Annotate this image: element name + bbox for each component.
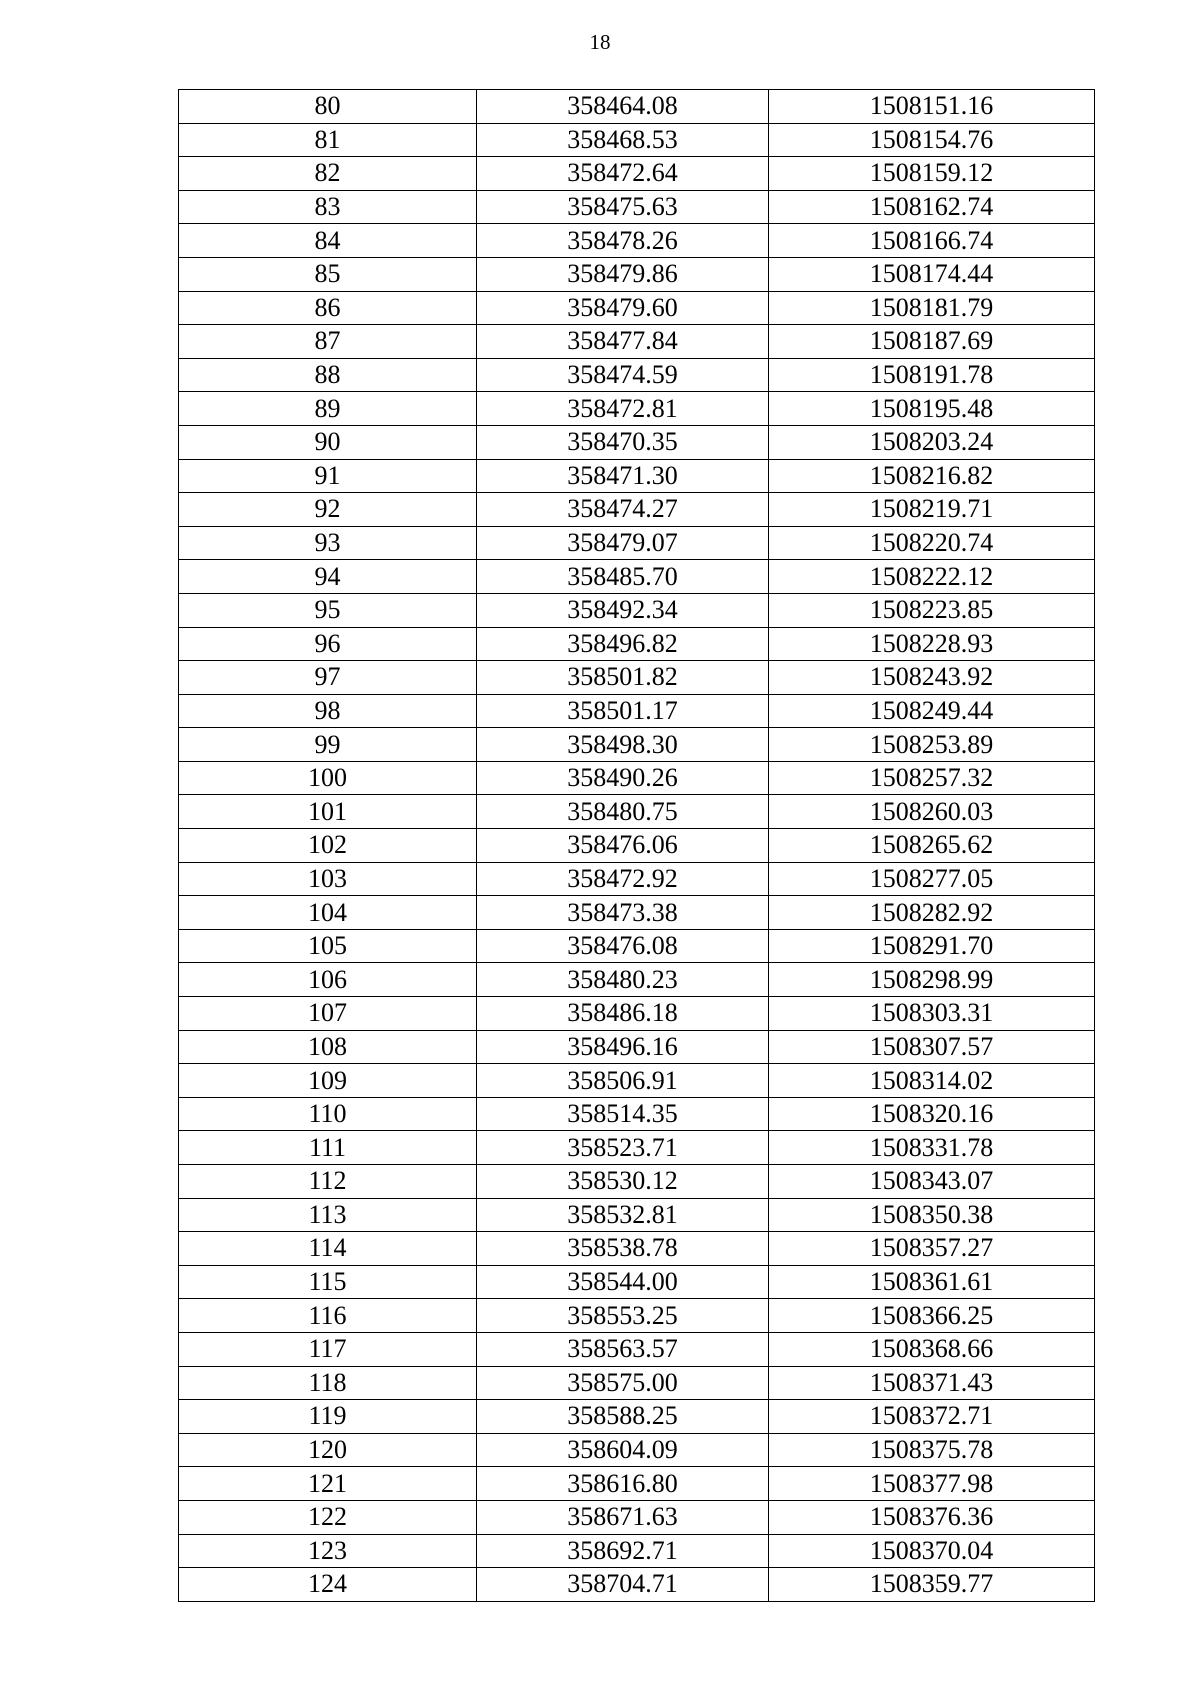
y-coordinate-cell: 1508298.99 [769,963,1095,997]
point-number-cell: 116 [179,1299,477,1333]
x-coordinate-cell: 358477.84 [477,325,769,359]
x-coordinate-cell: 358501.82 [477,661,769,695]
y-coordinate-cell: 1508277.05 [769,862,1095,896]
table-row [179,1332,1095,1366]
y-coordinate-cell: 1508307.57 [769,1030,1095,1064]
x-coordinate-cell: 358692.71 [477,1534,769,1568]
point-number-cell: 88 [179,358,477,392]
table-row [179,728,1095,762]
point-number-cell: 95 [179,593,477,627]
y-coordinate-cell: 1508243.92 [769,661,1095,695]
table-row [179,257,1095,291]
x-coordinate-cell: 358470.35 [477,425,769,459]
x-coordinate-cell: 358553.25 [477,1299,769,1333]
y-coordinate-cell: 1508265.62 [769,829,1095,863]
point-number-cell: 98 [179,694,477,728]
table-row [179,1568,1095,1602]
x-coordinate-cell: 358530.12 [477,1165,769,1199]
x-coordinate-cell: 358604.09 [477,1433,769,1467]
table-row [179,425,1095,459]
y-coordinate-cell: 1508376.36 [769,1500,1095,1534]
x-coordinate-cell: 358575.00 [477,1366,769,1400]
x-coordinate-cell: 358514.35 [477,1097,769,1131]
point-number-cell: 117 [179,1332,477,1366]
y-coordinate-cell: 1508366.25 [769,1299,1095,1333]
y-coordinate-cell: 1508154.76 [769,123,1095,157]
y-coordinate-cell: 1508357.27 [769,1232,1095,1266]
point-number-cell: 107 [179,997,477,1031]
x-coordinate-cell: 358492.34 [477,593,769,627]
table-row [179,829,1095,863]
table-row [179,392,1095,426]
y-coordinate-cell: 1508228.93 [769,627,1095,661]
point-number-cell: 115 [179,1265,477,1299]
x-coordinate-cell: 358479.60 [477,291,769,325]
x-coordinate-cell: 358472.64 [477,157,769,191]
y-coordinate-cell: 1508195.48 [769,392,1095,426]
point-number-cell: 104 [179,896,477,930]
y-coordinate-cell: 1508219.71 [769,493,1095,527]
table-row [179,325,1095,359]
y-coordinate-cell: 1508257.32 [769,761,1095,795]
x-coordinate-cell: 358501.17 [477,694,769,728]
x-coordinate-cell: 358563.57 [477,1332,769,1366]
table-row [179,997,1095,1031]
y-coordinate-cell: 1508359.77 [769,1568,1095,1602]
point-number-cell: 101 [179,795,477,829]
y-coordinate-cell: 1508320.16 [769,1097,1095,1131]
table-row [179,560,1095,594]
point-number-cell: 83 [179,190,477,224]
point-number-cell: 100 [179,761,477,795]
y-coordinate-cell: 1508291.70 [769,929,1095,963]
coordinates-table-body [179,90,1095,1602]
table-row [179,1433,1095,1467]
table-row [179,291,1095,325]
table-row [179,1534,1095,1568]
point-number-cell: 84 [179,224,477,258]
table-row [179,1232,1095,1266]
table-row [179,1030,1095,1064]
point-number-cell: 102 [179,829,477,863]
point-number-cell: 120 [179,1433,477,1467]
y-coordinate-cell: 1508331.78 [769,1131,1095,1165]
y-coordinate-cell: 1508314.02 [769,1064,1095,1098]
y-coordinate-cell: 1508368.66 [769,1332,1095,1366]
x-coordinate-cell: 358486.18 [477,997,769,1031]
point-number-cell: 87 [179,325,477,359]
page-number: 18 [589,30,611,54]
x-coordinate-cell: 358479.07 [477,526,769,560]
x-coordinate-cell: 358472.92 [477,862,769,896]
x-coordinate-cell: 358476.08 [477,929,769,963]
y-coordinate-cell: 1508282.92 [769,896,1095,930]
point-number-cell: 92 [179,493,477,527]
table-row [179,761,1095,795]
x-coordinate-cell: 358480.75 [477,795,769,829]
table-row [179,1467,1095,1501]
table-row [179,190,1095,224]
table-row [179,694,1095,728]
x-coordinate-cell: 358480.23 [477,963,769,997]
y-coordinate-cell: 1508191.78 [769,358,1095,392]
y-coordinate-cell: 1508216.82 [769,459,1095,493]
point-number-cell: 91 [179,459,477,493]
y-coordinate-cell: 1508162.74 [769,190,1095,224]
point-number-cell: 90 [179,425,477,459]
x-coordinate-cell: 358473.38 [477,896,769,930]
x-coordinate-cell: 358506.91 [477,1064,769,1098]
x-coordinate-cell: 358523.71 [477,1131,769,1165]
point-number-cell: 113 [179,1198,477,1232]
table-row [179,1500,1095,1534]
table-row [179,526,1095,560]
y-coordinate-cell: 1508375.78 [769,1433,1095,1467]
table-row [179,1097,1095,1131]
y-coordinate-cell: 1508187.69 [769,325,1095,359]
point-number-cell: 85 [179,257,477,291]
point-number-cell: 110 [179,1097,477,1131]
table-row [179,90,1095,124]
table-row [179,1064,1095,1098]
table-row [179,862,1095,896]
y-coordinate-cell: 1508159.12 [769,157,1095,191]
table-row [179,929,1095,963]
table-row [179,1198,1095,1232]
point-number-cell: 106 [179,963,477,997]
table-row [179,1366,1095,1400]
y-coordinate-cell: 1508151.16 [769,90,1095,124]
x-coordinate-cell: 358478.26 [477,224,769,258]
table-row [179,896,1095,930]
point-number-cell: 81 [179,123,477,157]
table-row [179,1165,1095,1199]
y-coordinate-cell: 1508166.74 [769,224,1095,258]
x-coordinate-cell: 358532.81 [477,1198,769,1232]
table-row [179,1265,1095,1299]
table-row [179,1400,1095,1434]
coordinates-table [178,89,1095,1602]
y-coordinate-cell: 1508361.61 [769,1265,1095,1299]
y-coordinate-cell: 1508371.43 [769,1366,1095,1400]
table-row [179,358,1095,392]
table-row [179,795,1095,829]
x-coordinate-cell: 358479.86 [477,257,769,291]
y-coordinate-cell: 1508174.44 [769,257,1095,291]
point-number-cell: 82 [179,157,477,191]
point-number-cell: 111 [179,1131,477,1165]
y-coordinate-cell: 1508260.03 [769,795,1095,829]
x-coordinate-cell: 358475.63 [477,190,769,224]
point-number-cell: 105 [179,929,477,963]
table-row [179,627,1095,661]
y-coordinate-cell: 1508303.31 [769,997,1095,1031]
point-number-cell: 103 [179,862,477,896]
y-coordinate-cell: 1508372.71 [769,1400,1095,1434]
y-coordinate-cell: 1508377.98 [769,1467,1095,1501]
x-coordinate-cell: 358671.63 [477,1500,769,1534]
y-coordinate-cell: 1508181.79 [769,291,1095,325]
point-number-cell: 118 [179,1366,477,1400]
x-coordinate-cell: 358468.53 [477,123,769,157]
x-coordinate-cell: 358471.30 [477,459,769,493]
y-coordinate-cell: 1508370.04 [769,1534,1095,1568]
table-row [179,123,1095,157]
point-number-cell: 108 [179,1030,477,1064]
table-row [179,493,1095,527]
table-row [179,1299,1095,1333]
x-coordinate-cell: 358496.16 [477,1030,769,1064]
table-row [179,459,1095,493]
point-number-cell: 93 [179,526,477,560]
point-number-cell: 124 [179,1568,477,1602]
table-row [179,1131,1095,1165]
x-coordinate-cell: 358496.82 [477,627,769,661]
point-number-cell: 121 [179,1467,477,1501]
point-number-cell: 99 [179,728,477,762]
x-coordinate-cell: 358498.30 [477,728,769,762]
table-row [179,157,1095,191]
table-row [179,593,1095,627]
x-coordinate-cell: 358616.80 [477,1467,769,1501]
y-coordinate-cell: 1508220.74 [769,526,1095,560]
y-coordinate-cell: 1508253.89 [769,728,1095,762]
point-number-cell: 122 [179,1500,477,1534]
x-coordinate-cell: 358490.26 [477,761,769,795]
x-coordinate-cell: 358474.27 [477,493,769,527]
point-number-cell: 89 [179,392,477,426]
table-row [179,963,1095,997]
point-number-cell: 123 [179,1534,477,1568]
x-coordinate-cell: 358464.08 [477,90,769,124]
x-coordinate-cell: 358704.71 [477,1568,769,1602]
x-coordinate-cell: 358472.81 [477,392,769,426]
x-coordinate-cell: 358588.25 [477,1400,769,1434]
point-number-cell: 114 [179,1232,477,1266]
x-coordinate-cell: 358485.70 [477,560,769,594]
y-coordinate-cell: 1508223.85 [769,593,1095,627]
table-row [179,661,1095,695]
y-coordinate-cell: 1508343.07 [769,1165,1095,1199]
y-coordinate-cell: 1508350.38 [769,1198,1095,1232]
point-number-cell: 112 [179,1165,477,1199]
point-number-cell: 109 [179,1064,477,1098]
x-coordinate-cell: 358474.59 [477,358,769,392]
x-coordinate-cell: 358476.06 [477,829,769,863]
point-number-cell: 94 [179,560,477,594]
y-coordinate-cell: 1508222.12 [769,560,1095,594]
point-number-cell: 97 [179,661,477,695]
point-number-cell: 119 [179,1400,477,1434]
x-coordinate-cell: 358544.00 [477,1265,769,1299]
point-number-cell: 80 [179,90,477,124]
point-number-cell: 96 [179,627,477,661]
table-row [179,224,1095,258]
point-number-cell: 86 [179,291,477,325]
y-coordinate-cell: 1508249.44 [769,694,1095,728]
y-coordinate-cell: 1508203.24 [769,425,1095,459]
x-coordinate-cell: 358538.78 [477,1232,769,1266]
